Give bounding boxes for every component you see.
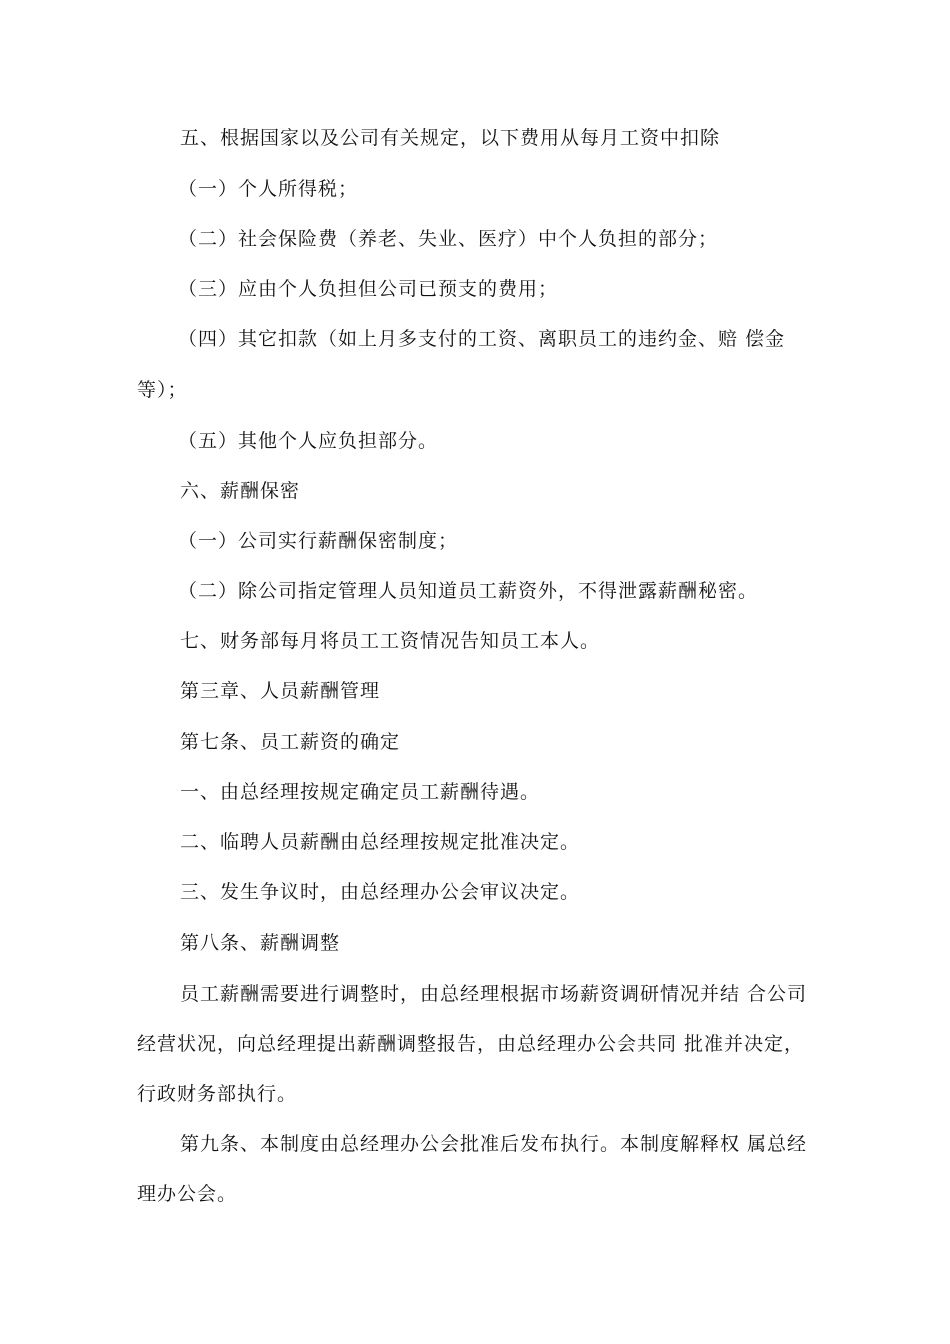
section-5-item-2: （二）社会保险费（养老、失业、医疗）中个人负担的部分；: [178, 228, 719, 250]
chapter-3-heading: 第三章、人员薪酬管理: [180, 680, 381, 702]
article-9-paragraph-line-1: 第九条、本制度由总经理办公会批准后发布执行。本制度解释权 属总经: [180, 1133, 808, 1155]
article-7-heading: 第七条、员工薪资的确定: [180, 731, 401, 753]
section-5-item-4-continued: 等）；: [137, 379, 188, 401]
article-7-item-1: 一、由总经理按规定确定员工薪酬待遇。: [180, 781, 541, 803]
section-6-item-1: （一）公司实行薪酬保密制度；: [178, 530, 459, 552]
section-5-item-1: （一）个人所得税；: [178, 178, 359, 200]
section-5-item-5: （五）其他个人应负担部分。: [178, 430, 439, 452]
section-5-item-3: （三）应由个人负担但公司已预支的费用；: [178, 278, 559, 300]
section-7-text: 七、财务部每月将员工工资情况告知员工本人。: [180, 630, 601, 652]
section-5-heading: 五、根据国家以及公司有关规定，以下费用从每月工资中扣除: [180, 127, 721, 149]
section-6-heading: 六、薪酬保密: [180, 480, 301, 502]
article-7-item-3: 三、发生争议时，由总经理办公会审议决定。: [180, 881, 581, 903]
article-8-paragraph-line-2: 经营状况，向总经理提出薪酬调整报告，由总经理办公会共同 批准并决定，: [137, 1033, 805, 1055]
article-8-heading: 第八条、薪酬调整: [180, 932, 341, 954]
article-9-paragraph-line-2: 理办公会。: [137, 1183, 238, 1205]
article-7-item-2: 二、临聘人员薪酬由总经理按规定批准决定。: [180, 831, 581, 853]
section-5-item-4: （四）其它扣款（如上月多支付的工资、离职员工的违约金、赔 偿金: [178, 328, 786, 350]
section-6-item-2: （二）除公司指定管理人员知道员工薪资外，不得泄露薪酬秘密。: [178, 580, 759, 602]
article-8-paragraph-line-1: 员工薪酬需要进行调整时，由总经理根据市场薪资调研情况并结 合公司: [180, 983, 808, 1005]
article-8-paragraph-line-3: 行政财务部执行。: [137, 1083, 298, 1105]
